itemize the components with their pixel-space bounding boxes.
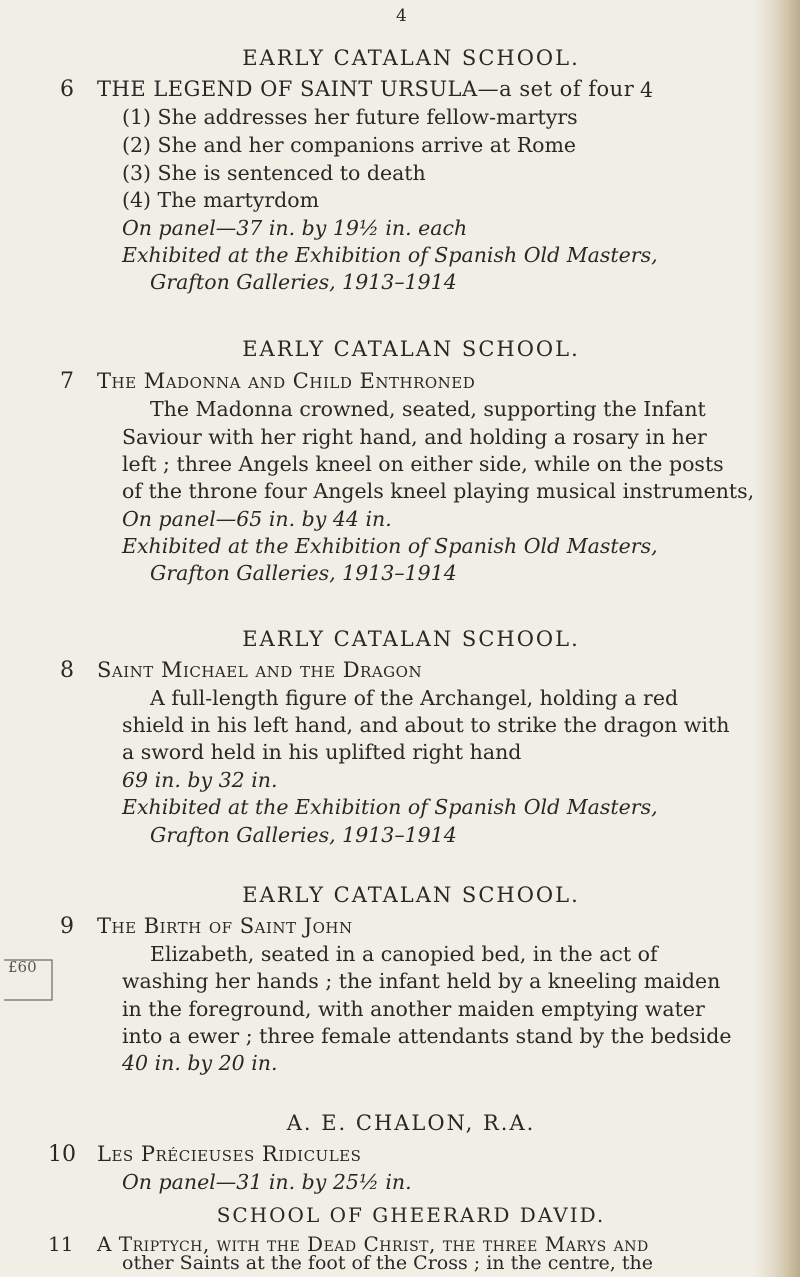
exhibition-venue: Grafton Galleries, 1913–1914 [150, 561, 457, 585]
description-line: into a ewer ; three female attendants stand by the bedside [122, 1024, 732, 1048]
panel-dimensions: On panel—31 in. by 25½ in. [122, 1170, 412, 1194]
lot-title: The Madonna and Child Enthroned [97, 369, 476, 393]
exhibition-note: Exhibited at the Exhibition of Spanish Old Masters, [122, 534, 658, 558]
description-line: (3) She is sentenced to death [122, 161, 426, 185]
exhibition-venue: Grafton Galleries, 1913–1914 [150, 823, 457, 847]
description-line: The Madonna crowned, seated, supporting the Infant [150, 397, 706, 421]
lot-count: 4 [640, 78, 654, 102]
lot-title: Les Précieuses Ridicules [97, 1142, 362, 1166]
lot-title: THE LEGEND OF SAINT URSULA—a set of four [97, 77, 635, 101]
school-header: EARLY CATALAN SCHOOL. [242, 46, 580, 70]
description-line: other Saints at the foot of the Cross ; in the centre, the [122, 1252, 653, 1274]
artist-header: A. E. CHALON, R.A. [286, 1111, 536, 1135]
margin-price-note: £60 [8, 958, 37, 976]
exhibition-venue: Grafton Galleries, 1913–1914 [150, 270, 457, 294]
description-line: a sword held in his uplifted right hand [122, 740, 522, 764]
lot-title: A Triptych, with the Dead Christ, the three Marys and [97, 1232, 649, 1256]
panel-dimensions: On panel—65 in. by 44 in. [122, 507, 392, 531]
description-line: left ; three Angels kneel on either side, while on the posts [122, 452, 724, 476]
exhibition-note: Exhibited at the Exhibition of Spanish Old Masters, [122, 243, 658, 267]
page-number: 4 [396, 6, 407, 26]
lot-number: 10 [48, 1142, 76, 1167]
panel-dimensions: 69 in. by 32 in. [122, 768, 278, 792]
school-header: EARLY CATALAN SCHOOL. [242, 627, 580, 651]
school-header: EARLY CATALAN SCHOOL. [242, 883, 580, 907]
description-line: (2) She and her companions arrive at Rome [122, 133, 577, 157]
description-line: washing her hands ; the infant held by a kneeling maiden [122, 969, 721, 993]
description-line: Elizabeth, seated in a canopied bed, in the act of [150, 942, 658, 966]
description-line: Saviour with her right hand, and holding a rosary in her [122, 425, 707, 449]
description-line: shield in his left hand, and about to strike the dragon with [122, 713, 730, 737]
lot-number: 9 [60, 914, 74, 939]
panel-dimensions: On panel—37 in. by 19½ in. each [122, 216, 468, 240]
description-line: of the throne four Angels kneel playing musical instruments, [122, 479, 755, 503]
panel-dimensions: 40 in. by 20 in. [122, 1051, 278, 1075]
lot-number: 7 [60, 369, 74, 394]
lot-number: 11 [48, 1232, 74, 1256]
school-header: SCHOOL OF GHEERARD DAVID. [216, 1203, 606, 1227]
lot-title: Saint Michael and the Dragon [97, 658, 423, 682]
lot-number: 6 [60, 77, 74, 102]
description-line: (4) The martyrdom [122, 188, 320, 212]
lot-title: The Birth of Saint John [97, 914, 353, 938]
description-line: in the foreground, with another maiden emptying water [122, 997, 705, 1021]
exhibition-note: Exhibited at the Exhibition of Spanish Old Masters, [122, 795, 658, 819]
description-line: (1) She addresses her future fellow-martyrs [122, 105, 578, 129]
description-line: A full-length figure of the Archangel, holding a red [150, 686, 679, 710]
school-header: EARLY CATALAN SCHOOL. [242, 337, 580, 361]
lot-number: 8 [60, 658, 74, 683]
